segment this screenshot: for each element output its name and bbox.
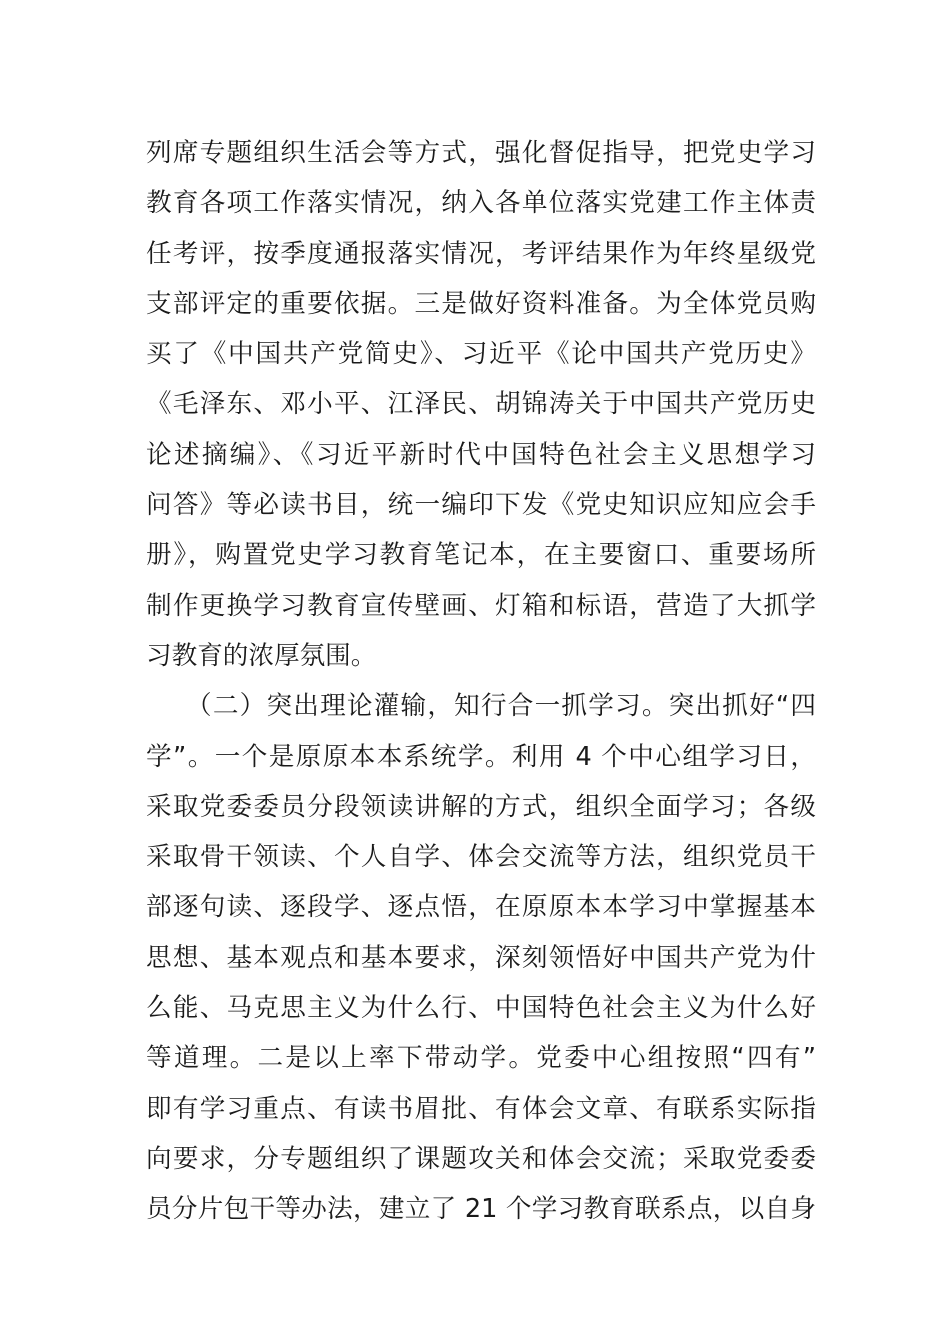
text-line: 买了《中国共产党简史》、习近平《论中国共产党历史》 xyxy=(146,339,816,370)
section-heading-line: （二）突出理论灌输，知行合一抓学习。突出抓好“四 xyxy=(186,691,816,722)
text-line: 支部评定的重要依据。三是做好资料准备。为全体党员购 xyxy=(146,288,816,319)
text-line: 员分片包干等办法，建立了 21 个学习教育联系点，以自身 xyxy=(146,1194,816,1225)
text-line: 即有学习重点、有读书眉批、有体会文章、有联系实际指 xyxy=(146,1093,816,1124)
text-line: 部逐句读、逐段学、逐点悟，在原原本本学习中掌握基本 xyxy=(146,892,816,923)
text-line: 制作更换学习教育宣传壁画、灯箱和标语，营造了大抓学 xyxy=(146,590,816,621)
text-line: 任考评，按季度通报落实情况，考评结果作为年终星级党 xyxy=(146,238,816,269)
text-line: 么能、马克思主义为什么行、中国特色社会主义为什么好 xyxy=(146,993,816,1024)
text-line: 学”。一个是原原本本系统学。利用 4 个中心组学习日， xyxy=(146,741,816,772)
text-line: 列席专题组织生活会等方式，强化督促指导，把党史学习 xyxy=(146,138,816,168)
text-line: 思想、基本观点和基本要求，深刻领悟好中国共产党为什 xyxy=(146,942,816,973)
text-line: 册》，购置党史学习教育笔记本，在主要窗口、重要场所 xyxy=(146,540,816,571)
text-line: 《毛泽东、邓小平、江泽民、胡锦涛关于中国共产党历史 xyxy=(146,389,816,420)
text-line: 问答》等必读书目，统一编印下发《党史知识应知应会手 xyxy=(146,490,816,521)
text-line: 论述摘编》、《习近平新时代中国特色社会主义思想学习 xyxy=(146,439,816,470)
body-text xyxy=(146,128,816,1235)
text-line: 采取骨干领读、个人自学、体会交流等方法，组织党员干 xyxy=(146,842,816,873)
text-line: 向要求，分专题组织了课题攻关和体会交流；采取党委委 xyxy=(146,1143,816,1174)
text-line: 教育各项工作落实情况，纳入各单位落实党建工作主体责 xyxy=(146,188,816,219)
text-line: 习教育的浓厚氛围。 xyxy=(146,640,377,671)
text-line: 等道理。二是以上率下带动学。党委中心组按照“四有” xyxy=(146,1043,816,1074)
text-line: 采取党委委员分段领读讲解的方式，组织全面学习；各级 xyxy=(146,791,816,822)
